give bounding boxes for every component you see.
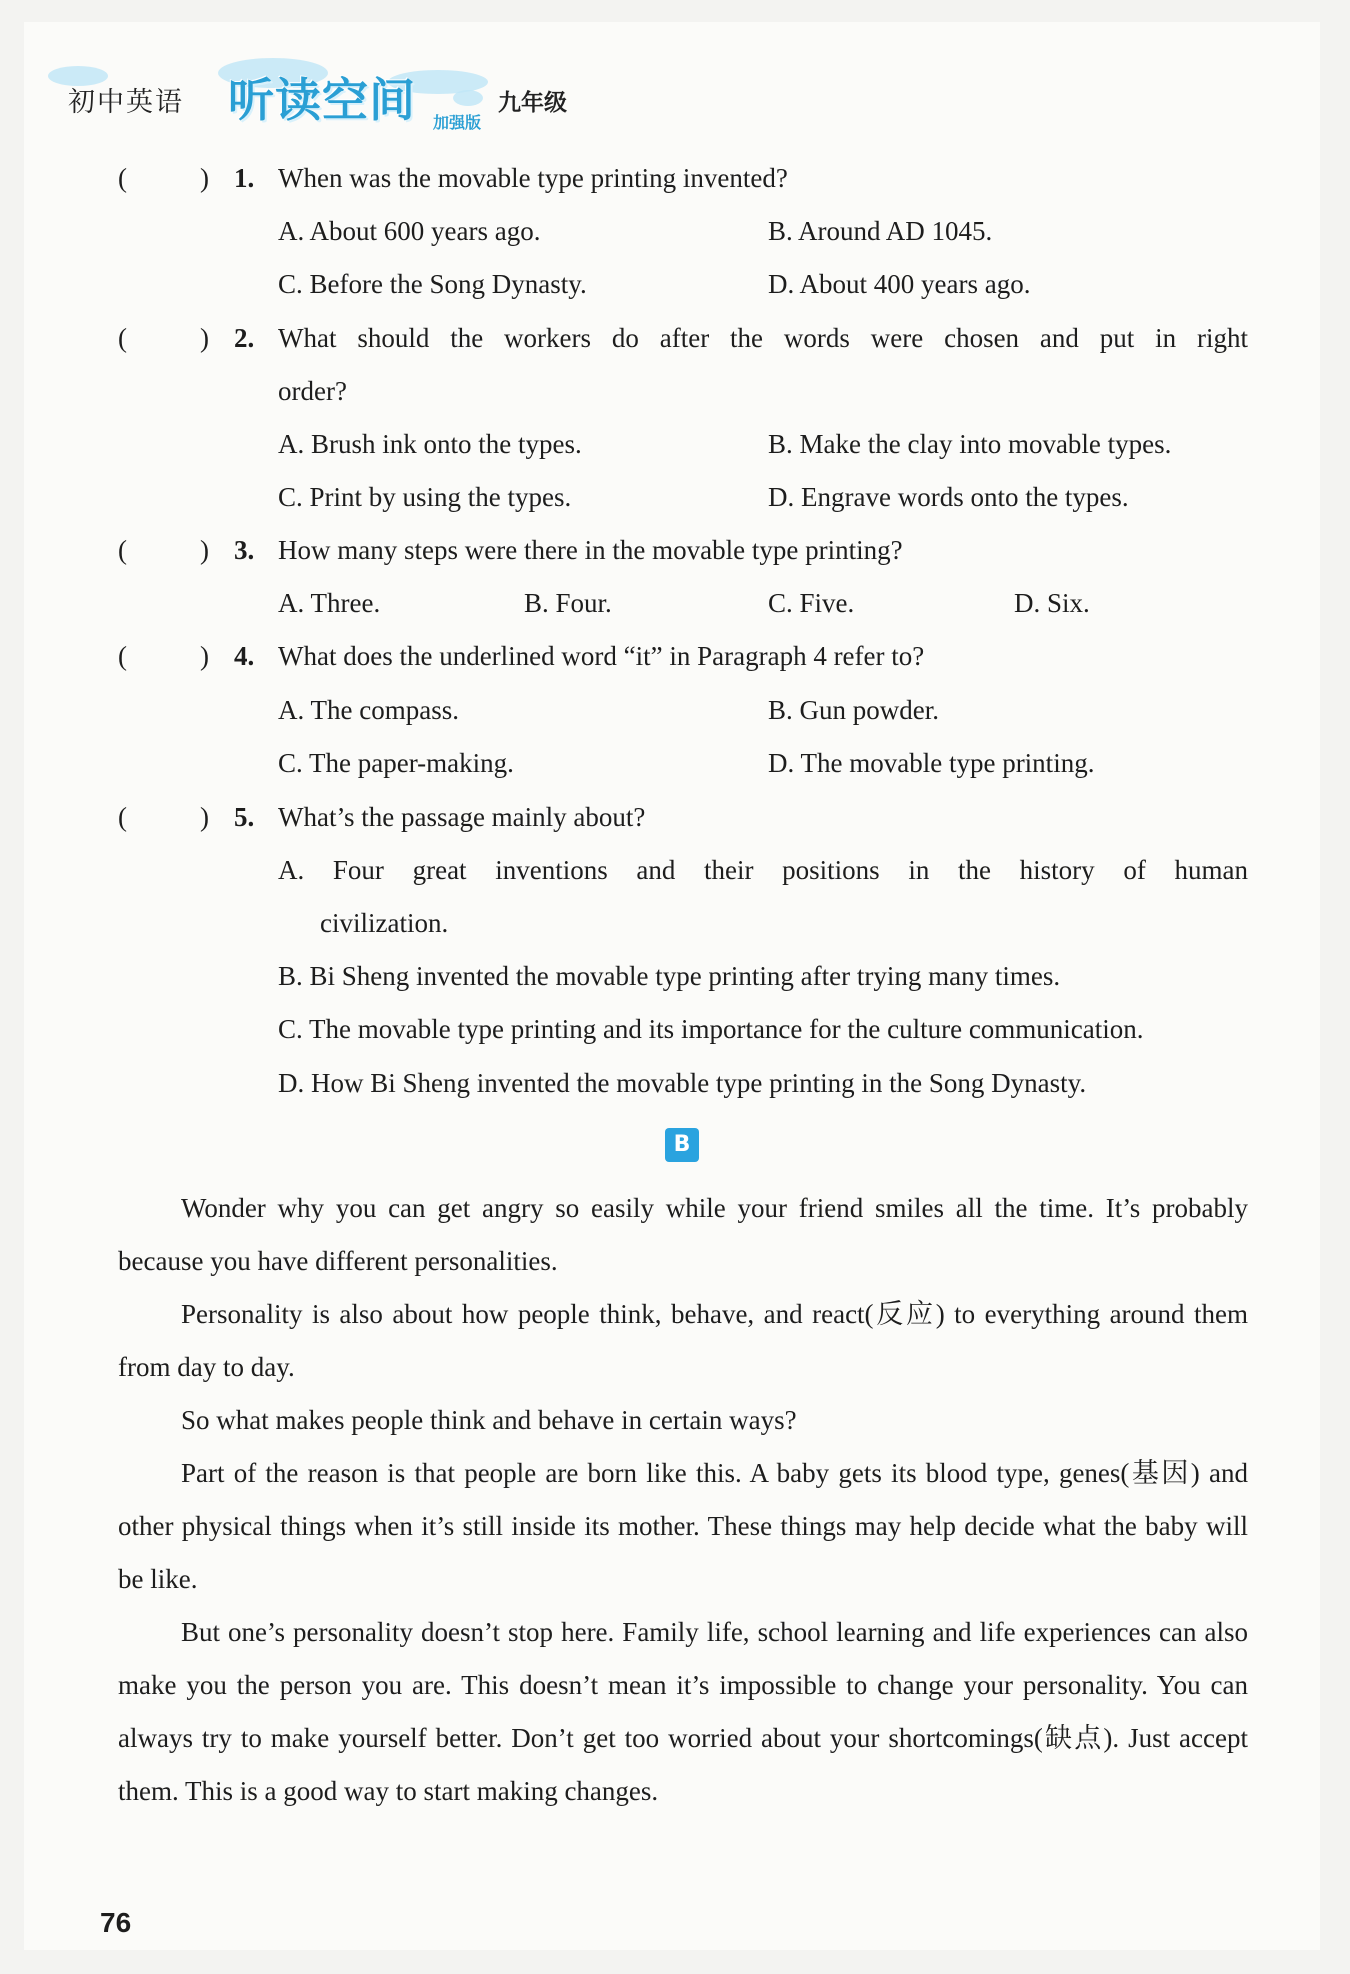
answer-paren-open: ( — [118, 163, 127, 193]
series-title: 听读空间 — [228, 73, 416, 127]
option-a: A. Brush ink onto the types. — [278, 429, 582, 459]
option-b: B. Four. — [524, 588, 612, 618]
answer-paren-close: ) — [200, 323, 209, 353]
cloud-decoration — [453, 90, 483, 106]
passage-paragraph: Part of the reason is that people are born like this. A baby gets its blood type, genes(基因) and other physical things when it’s still inside its mother. These things may help decide what the baby will be like. — [118, 1458, 1248, 1594]
passage-b — [118, 1182, 1248, 1818]
option-c: C. Print by using the types. — [278, 482, 572, 512]
option-d: D. About 400 years ago. — [768, 269, 1031, 299]
question-number: 4. — [234, 641, 255, 671]
passage-paragraph: So what makes people think and behave in certain ways? — [181, 1405, 797, 1435]
passage-paragraph: Personality is also about how people think, behave, and react(反应) to everything around them from day to day. — [118, 1299, 1248, 1382]
option-d: D. Engrave words onto the types. — [768, 482, 1129, 512]
page-header — [48, 40, 608, 132]
passage-paragraph: But one’s personality doesn’t stop here. Family life, school learning and life experiences can also make you the person you are. This doesn’t mean it’s impossible to change your personality. You can always try to make yourself better. Don’t get too worried about your shortcomings(缺点). Just accept them. This is a good way to start making changes. — [118, 1617, 1248, 1806]
question-text: What should the workers do after the words were chosen and put in right — [278, 323, 1248, 353]
option-a: A. Three. — [278, 588, 381, 618]
edition-label: 加强版 — [433, 113, 482, 132]
grade-label: 九年级 — [498, 90, 567, 116]
answer-paren-open: ( — [118, 323, 127, 353]
option-c: C. The paper-making. — [278, 748, 514, 778]
answer-paren-close: ) — [200, 802, 209, 832]
question-text: What’s the passage mainly about? — [278, 802, 646, 832]
option-a: A. Four great inventions and their positions in the history of human — [278, 855, 1248, 885]
answer-paren-close: ) — [200, 535, 209, 565]
question-text: What does the underlined word “it” in Paragraph 4 refer to? — [278, 641, 925, 671]
option-c: C. Before the Song Dynasty. — [278, 269, 587, 299]
answer-paren-open: ( — [118, 802, 127, 832]
question-text: How many steps were there in the movable type printing? — [278, 535, 903, 565]
question-text-continued: order? — [278, 376, 347, 406]
course-name: 初中英语 — [68, 87, 184, 118]
question-text: When was the movable type printing invented? — [278, 163, 788, 193]
option-b: B. Gun powder. — [768, 695, 939, 725]
question-number: 3. — [234, 535, 255, 565]
answer-paren-close: ) — [200, 163, 209, 193]
option-c: C. The movable type printing and its importance for the culture communication. — [278, 1014, 1144, 1044]
question-number: 5. — [234, 802, 255, 832]
option-d: D. Six. — [1014, 588, 1090, 618]
page-number: 76 — [100, 1907, 132, 1938]
option-c: C. Five. — [768, 588, 855, 618]
option-b: B. Bi Sheng invented the movable type printing after trying many times. — [278, 961, 1061, 991]
option-b: B. Make the clay into movable types. — [768, 429, 1172, 459]
question-number: 2. — [234, 323, 255, 353]
option-a: A. The compass. — [278, 695, 459, 725]
answer-paren-open: ( — [118, 641, 127, 671]
option-d: D. The movable type printing. — [768, 748, 1095, 778]
section-b-badge: B — [665, 1128, 699, 1162]
answer-paren-close: ) — [200, 641, 209, 671]
option-b: B. Around AD 1045. — [768, 216, 993, 246]
option-a: A. About 600 years ago. — [278, 216, 541, 246]
question-number: 1. — [234, 163, 255, 193]
passage-paragraph: Wonder why you can get angry so easily while your friend smiles all the time. It’s probably because you have different personalities. — [118, 1193, 1248, 1276]
option-a-continued: civilization. — [320, 908, 449, 938]
answer-paren-open: ( — [118, 535, 127, 565]
option-d: D. How Bi Sheng invented the movable type printing in the Song Dynasty. — [278, 1068, 1087, 1098]
